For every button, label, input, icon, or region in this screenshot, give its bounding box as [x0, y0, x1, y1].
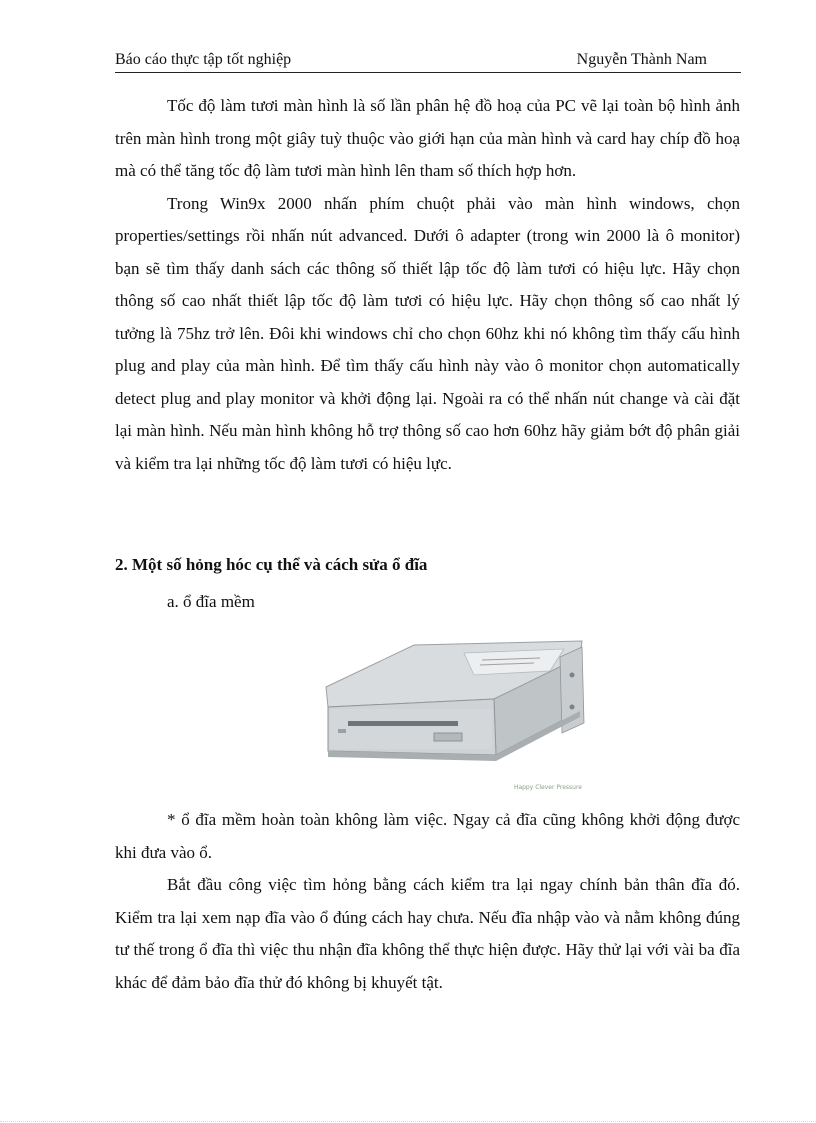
- paragraph-win9x-settings: Trong Win9x 2000 nhấn phím chuột phải vào màn hình windows, chọn properties/settings rồi nhấn nút advanced. Dưới ô adapter (trong win 2000 là ô monitor) bạn sẽ tìm thấy danh sách các thông số thiết lập tốc độ làm tươi có hiệu lực. Hãy chọn thông số cao nhất thiết lập tốc độ làm tươi có hiệu lực. Hãy chọn thông số cao nhất lý tưởng là 75hz trở lên. Đôi khi windows chỉ cho chọn 60hz khi nó không tìm thấy cấu hình plug and play của màn hình. Để tìm thấy cấu hình này vào ô monitor chọn automatically detect plug and play monitor và khởi động lại. Ngoài ra có thể nhấn nút change và cài đặt lại màn hình. Nếu màn hình không hỗ trợ thông số cao hơn 60hz hãy giảm bớt độ phân giải và kiểm tra lại những tốc độ làm tươi có hiệu lực.: [115, 193, 740, 473]
- paragraph-check-disk: Bắt đầu công việc tìm hỏng bằng cách kiểm tra lại ngay chính bản thân đĩa đó. Kiểm tra lại xem nạp đĩa vào ổ đúng cách hay chưa. Nếu đĩa nhập vào và nằm không đúng tư thế trong ổ đĩa thì việc thu nhận đĩa không thể thực hiện được. Hãy thử lại với vài ba đĩa khác để đảm bảo đĩa thử đó không bị khuyết tật.: [115, 875, 740, 992]
- section-heading: 2. Một số hỏng hóc cụ thể và cách sửa ổ đĩa: [115, 555, 428, 574]
- body-text-continued: [115, 804, 740, 999]
- floppy-drive-illustration: [314, 627, 590, 793]
- body-text: [115, 90, 740, 480]
- header-title: Báo cáo thực tập tốt nghiệp: [115, 51, 292, 68]
- subsection-heading: a. ổ đĩa mềm: [167, 592, 255, 611]
- paragraph-floppy-not-working: * ổ đĩa mềm hoàn toàn không làm việc. Ngay cả đĩa cũng không khởi động được khi đưa vào ổ.: [115, 810, 740, 862]
- page-header: [115, 50, 741, 73]
- page-bottom-divider: [0, 1121, 816, 1122]
- paragraph-refresh-rate: Tốc độ làm tươi màn hình là số lần phân hệ đồ hoạ của PC vẽ lại toàn bộ hình ảnh trên màn hình trong một giây tuỳ thuộc vào giới hạn của màn hình và card hay chíp đồ hoạ mà có thể tăng tốc độ làm tươi màn hình lên tham số thích hợp hơn.: [115, 96, 740, 180]
- figure-caption: Happy Clever Pressure: [513, 784, 582, 791]
- floppy-drive-image: [314, 627, 590, 793]
- header-author: Nguyễn Thành Nam: [576, 51, 707, 68]
